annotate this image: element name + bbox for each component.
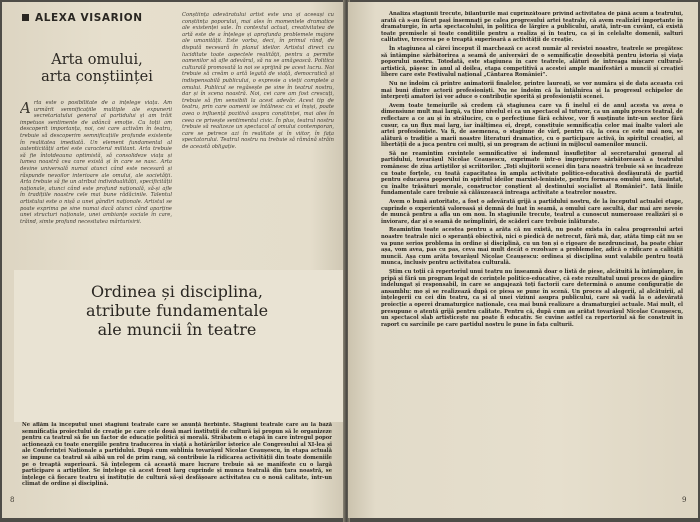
paragraph: Analiza stagiunii trecute, bilanțurile mai cuprinzătoare privind activitatea de până acum a teatrului, arată că s-au făcut pași însemnați pe calea progresului artei teatrale, că avem realizări importante în dramaturgie, în arta spectacolului, în politica de lărgire a publicului, arată, într-un cuvânt, că există toate premisele și toate condițiile pentru a realiza și în teatru, ca și în celelalte domenii, salturi calitative, trecerea pe o treaptă superioară a activității de creație. [381, 11, 683, 44]
square-bullet-icon [22, 14, 29, 21]
article-title [22, 52, 172, 86]
title-line: arta conștiinței [41, 69, 153, 85]
left-page [2, 2, 345, 518]
title-line: ale muncii în teatre [97, 320, 257, 339]
right-page-body [381, 11, 683, 501]
paragraph: Nu ne îndoim că printre animatorii finalelor, printre laureați, se vor număra și de data aceasta cei mai buni dintre actorii profesioniști. Nu ne îndoim că la întâlnirea și la progresul echipelor de interpreți amatori își vor aduce o contribuție sporită și profesioniștii scenei. [381, 80, 683, 101]
title-line: Arta omului, [51, 52, 143, 68]
right-page [348, 2, 698, 518]
article-column-1: Arta este o posibilitate de a înțelege viața. Am urmărit semnificațiile multiple ale expunerii secretariatului general al partidului și am trăit impetuos sentimente de adâncă emoție. Cu toții am descoperit importanța, noi, cei care activăm în teatru, trebuie să descoperim semnificațiile profunde existente în realitatea imediată. Un element fundamental al autenticității artei este caracterul militant. Arta trebuie să fie întotdeauna optimistă, să consolideze viața și lumea noastră cea care există și în care se nasc. Arta devine universală numai atunci când este necesară și răspunde nevoilor interioare ale omului, ale societății. Arta trebuie să fie un atribut individualității, specificității naționale, atunci când este profund națională, să-și afle în tradițiile noastre cele mai bune rădăcinile. Talentul artistului este o nișă a unei gândiri naționale. Artistul se poate exprima pe sine numai dacă atunci când aparține unei structuri naționale, unei ambianțe sociale în care, trăind, simte profund necesitatea mărturisirii. [20, 100, 172, 225]
article-column-2: Conștiința adevăratului artist este una și aceeași cu conștiința poporului, mai ales în momentele dramatice ale existenței sale. În contextul actual, creativitatea de artă este de a înțelege și aprofunda problemele majore ale umanității. Este vorba, deci, în primul rând, de dispută necesară în planul ideilor. Artistul direct cu luciditate toate aspectele realității, pentru a permite oamenilor să afle adevărul, să nu se amăgească. Politica culturală promovată la noi se sprijină pe acest lucru. Noi trebuie să creăm o artă legată de viață, democratică și indispensabilă publicului, o expresie a vieții complete a omului. Publicul se regăsește pe sine în teatrul nostru, dar și în scena noastră. Noi, cei care am fost crescuți, trebuie să fim sensibili la acest adevăr. Acest tip de teatru, prin care oamenii se întâlnesc cu ei înșiși, poate avea o influență pozitivă asupra conștiinței, mai ales în ceea ce privește sentimentul civic. În plus, teatrul nostru trebuie să realizeze un spectacol al omului contemporan, care se petrece azi în realitate și în viitor, în fața spectatorului. Teatrul nostru nu trebuie să rămână străin de această obligație. [182, 12, 334, 150]
paragraph: Știm cu toții că repertoriul unui teatru nu înseamnă doar o listă de piese, alcătuită la întâmplare, în pripă și fără un program legat de cerințele politico-educative, că este rezultatul unui proces de gândire îndelungat și responsabil, în care se angajează toți factorii care determină o anume configurație de ansamblu: mo și se realizează după ce piesa se pune în scenă. Un proces al alegerii, al alcătuirii, al înțelegerii cu cei din teatru, ca și al unei viziuni asupra publicului, care să vadă la o adevărată proiecție a operei dramaturgice naționale, cea mai bună realizare a dramaturgiei actuale. Mai mult, el presupune o atentă grijă pentru calitate. Pentru că, după cum au arătat tovarășul Nicolae Ceaușescu, un spectacol slab artisticește nu poate fi educativ. Se cuvine astfel ca repertoriul să fie construit în raport cu sarcinile pe care partidul nostru le pune în fața culturii. [381, 268, 683, 328]
drop-cap: A [20, 100, 31, 117]
title-line: Ordinea și disciplina, [91, 282, 263, 301]
paragraph: Avem o bună autoritate, a fost o adevărată grijă a partidului nostru, de la începutul actualei etape, cuprinde o experiență valoroasă și demnă de luat în seamă, a omului care ascultă, dar mai are nevoie de muncă pentru a afla un om nou. În stagiunile trecute, teatrul a cunoscut numeroase realizări și o înviorare, dar și o seamă de neîmpliniri, de scăderi care trebuie înlăturate. [381, 199, 683, 225]
title-line: atribute fundamentale [85, 301, 269, 320]
paragraph: În stagiunea al cărei început îl marchează ce acest număr al revistei noastre, teatrele se pregătesc să întâmpine sărbătorirea a seamă de aniversări de o semnificație deosebită pentru istoria și viața poporului nostru. Totodată, este stagiunea în care teatrele, alături de întreaga mișcare cultural-artistică, pășesc în anul al doilea, etapa competitivă a acestei ample manifestări a muncii și creației libere care este Festivalul național „Cântarea României”. [381, 45, 683, 79]
paragraph: Avem toate temeiurile să credem că stagiunea care va fi inelul ei de anul acesta va avea o dimensiune mult mai largă, va ține nivelul ei ca un spectacol al tuturor, ca un amplu proces teatral, de reflectare a ce au și în strălucire, cu o perfecțiune fără echivoc, vor fi susținute într-un sector fără cusur, ca un flux mai larg, iar înălțimea ei, drept, constituie semnificația celor mai înalte valori ale artei profesioniste. Va fi, de asemenea, o stagiune de vârf, pentru că, la ceea ce este mai nou, se alătură o tradiție a marii noastre literaturi dramatice, cu o participare activă, în spiritul creației, al libertății de a juca pentru cei mulți, și un program de acțiuni în mijlocul oamenilor muncii. [381, 102, 683, 149]
paragraph: Reamintim toate acestea pentru a arăta că nu există, nu poate exista în calea progresului artei noastre teatrale nici o speranță obiectivă, nici o piedică de netrecut, fără mă, dar, atâta timp cât nu se va pune serios problema în ordine și disciplină, cu un ton și o rigoare de nezdruncinat, ba poate chiar așa, vom avea, pas cu pas, ceva mai mult decât o rezolvare a problemelor, adică o ridicare a calității muncii. Așa cum arăta tovarășul Nicolae Ceaușescu: ordinea și disciplina sunt valabile pentru toată munca, inclusiv pentru activitatea culturală. [381, 227, 683, 267]
page-number: 8 [10, 496, 15, 504]
author-name: ALEXA VISARION [22, 12, 143, 24]
page-number: 9 [682, 496, 687, 504]
paragraph: Să ne reamintim cuvintele semnificative și îndemnul însuflețitor al secretarului general al partidului, tovarășul Nicolae Ceaușescu, exprimate într-o împrejurare sărbătorească a teatrului românesc de ziua artiștilor și scriitorilor. „Toți slujitorii scenei din țara noastră trebuie să se încadreze cu toate forțele, cu toată capacitatea în ampla activitate politico-educativă desfășurată de partid pentru educarea poporului în spiritul ideilor marxist-leniniste, pentru formarea omului nou, înaintat, cu înalte trăsături morale, constructor conștient al destinului socialist al României”. Iată liniile fundamentale care trebuie să călăuzească întreaga activitate a teatrelor noastre. [381, 150, 683, 197]
second-article-body: Ne aflăm la începutul unei stagiuni teatrale care se anunță fierbinte. Stagiuni teatrale care au la bază semnificația proiectului de creație pe care cele două mari instituții de cultură își propun să le organizeze pentru ca teatrul să fie un factor de educație politică și morală. Străbatem o etapă în care întregul popor acționează cu toate energiile pentru traducerea în viață a hotărârilor istorice ale Congresului al XI-lea și ale Conferinței Naționale a partidului. După cum sublinia tovarășul Nicolae Ceaușescu, în etapa actuală se impune ca teatrul să aibă un rol de prim rang, să contribuie la ridicarea activității din toate domeniile pe o treaptă superioară. Să înțelegem că această mare lucrare trebuie să se manifeste cu o largă participare a artiștilor. Se înțelege că acest front larg cuprinde și munca teatrală din țara noastră, se înțelege că fiecare teatru și instituție de cultură să-și desfășoare activitatea cu o nouă calitate, într-un climat de ordine și disciplină. [22, 422, 332, 488]
second-article-title [32, 282, 322, 339]
